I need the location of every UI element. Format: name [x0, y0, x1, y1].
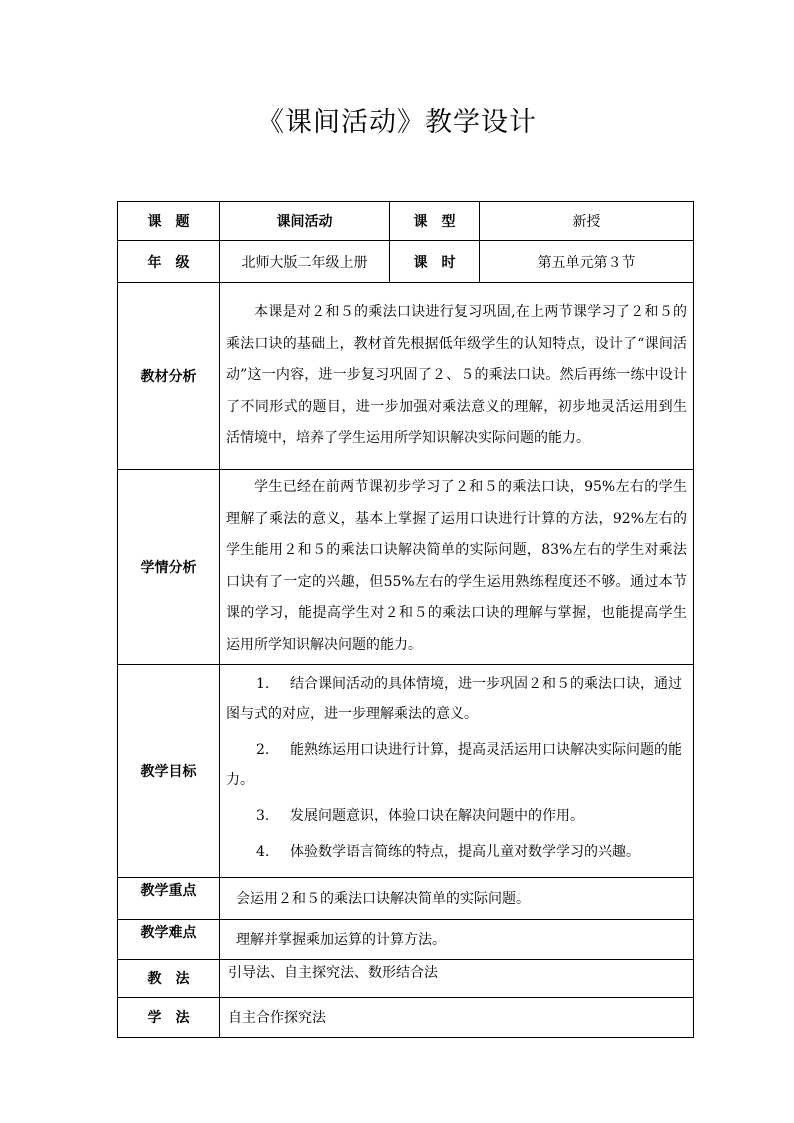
lesson-topic-label: 课 题: [118, 202, 220, 241]
teaching-method-label: 教 法: [118, 959, 220, 997]
lesson-type-value: 新授: [480, 202, 694, 241]
table-row: [118, 283, 694, 470]
table-row: [118, 919, 694, 959]
objectives-list: [220, 664, 694, 877]
material-analysis-text: 本课是对２和５的乘法口诀进行复习巩固,在上两节课学习了２和５的乘法口诀的基础上，教材首先根据低年级学生的认知特点，设计了“课间活动”这一内容，进一步复习巩固了２、５的乘法口诀。然后再练一练中设计了不同形式的题目，进一步加强对乘法意义的理解，初步地灵活运用到生活情境中，培养了学生运用所学知识解决实际问题的能力。: [220, 283, 694, 470]
learning-method-text: 自主合作探究法: [220, 997, 694, 1037]
objectives-label: 教学目标: [118, 664, 220, 877]
table-row: [118, 470, 694, 665]
material-analysis-label: 教材分析: [118, 283, 220, 470]
learning-method-label: 学 法: [118, 997, 220, 1037]
key-point-text: 会运用２和５的乘法口诀解决简单的实际问题。: [220, 877, 694, 919]
teaching-method-text: 引导法、自主探究法、数形结合法: [220, 959, 694, 997]
objective-item: 3. 发展问题意识，体验口诀在解决问题中的作用。: [256, 807, 584, 824]
student-analysis-label: 学情分析: [118, 470, 220, 665]
table-row: [118, 202, 694, 241]
difficulty-text: 理解并掌握乘加运算的计算方法。: [220, 919, 694, 959]
difficulty-label: 教学难点: [118, 919, 220, 959]
lesson-topic-value: 课间活动: [220, 202, 390, 241]
period-label: 课 时: [390, 241, 480, 283]
table-row: [118, 241, 694, 283]
page-title: 《课间活动》教学设计: [257, 107, 537, 138]
table-row: [118, 664, 694, 877]
table-row: [118, 877, 694, 919]
student-analysis-text: 学生已经在前两节课初步学习了２和５的乘法口诀，95%左右的学生理解了乘法的意义，基本上掌握了运用口诀进行计算的方法，92%左右的学生能用２和５的乘法口诀解决简单的实际问题，83%左右的学生对乘法口诀有了一定的兴趣，但55%左右的学生运用熟练程度还不够。通过本节课的学习，能提高学生对２和５的乘法口诀的理解与掌握，也能提高学生运用所学知识解决问题的能力。: [220, 470, 694, 665]
lesson-type-label: 课 型: [390, 202, 480, 241]
table-row: [118, 959, 694, 997]
lesson-plan-table: [117, 201, 694, 1038]
objective-item: 4. 体验数学语言简练的特点，提高儿童对数学学习的兴趣。: [256, 843, 640, 860]
table-row: [118, 997, 694, 1037]
objective-item: 1. 结合课间活动的具体情境，进一步巩固２和５的乘法口诀，通过图与式的对应，进一步理解乘法的意义。: [226, 675, 682, 722]
grade-label: 年 级: [118, 241, 220, 283]
period-value: 第五单元第３节: [480, 241, 694, 283]
key-point-label: 教学重点: [118, 877, 220, 919]
objective-item: 2. 能熟练运用口诀进行计算，提高灵活运用口诀解决实际问题的能力。: [226, 741, 682, 788]
grade-value: 北师大版二年级上册: [220, 241, 390, 283]
